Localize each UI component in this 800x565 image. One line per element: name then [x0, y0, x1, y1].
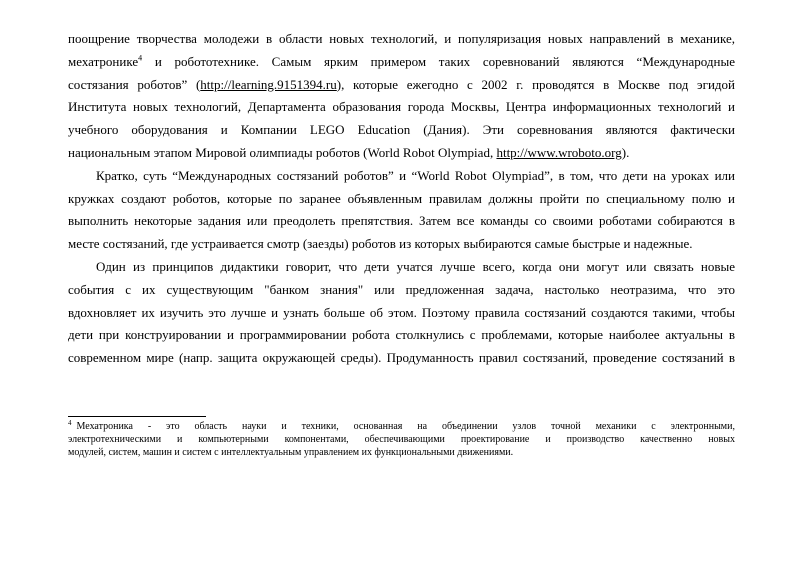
paragraph-3-line-2: события с их существующим "банком знания" или предложенная задача, настолько неотразима, что это — [68, 281, 735, 297]
footnote — [68, 420, 735, 460]
paragraph-2-line-3: выполнить некоторые задания или преодолеть препятствия. Затем все команды со своими роботами собираются в — [68, 213, 735, 229]
text-run: и робототехнике. Самым ярким примером таких соревнований являются “Международные — [142, 53, 735, 69]
footnote-marker: 4 — [68, 418, 72, 427]
footnote-reference[interactable]: 4 — [138, 53, 143, 63]
paragraph-3-line-3: вдохновляет их изучить это лучше и узнать больше об этом. Поэтому правила состязаний создаются такими, чтобы — [68, 304, 735, 320]
paragraph-3-line-4: дети при конструировании и программировании робота столкнулись с проблемами, которые наиболее актуальны в — [68, 327, 735, 343]
text-run: ), которые ежегодно с 2002 г. проводятся в Москве под эгидой — [336, 76, 735, 92]
footnote-line-2: электротехническими и компьютерными компонентами, обеспечивающими проектирование и производство качественно новых — [68, 434, 735, 446]
text-run: мехатронике — [68, 53, 139, 69]
footnote-line-3: модулей, систем, машин и систем с интеллектуальным управлением их функциональными движениями. — [68, 447, 514, 459]
text-run: национальным этапом Мировой олимпиады роботов (World Robot Olympiad, — [68, 144, 497, 160]
footnote-separator — [68, 416, 206, 417]
paragraph-2-line-2: кружках создают роботов, которые по заранее объявленным правилам должны пройти по специальному полю и — [68, 190, 735, 206]
paragraph-1-line-6 — [68, 142, 735, 165]
wroboto-link[interactable]: http://www.wroboto.org — [496, 144, 622, 160]
footnote-line-1 — [68, 420, 735, 433]
text-run: ). — [621, 144, 630, 160]
body-text — [68, 28, 735, 370]
paragraph-2-line-1: Кратко, суть “Международных состязаний роботов” и “World Robot Olympiad”, в том, что дети на уроках или — [96, 167, 735, 183]
paragraph-1-line-2 — [68, 51, 735, 74]
text-run: состязания роботов” ( — [68, 76, 201, 92]
paragraph-1-line-4: Института новых технологий, Департамента образования города Москвы, Центра информационных технологий и — [68, 99, 735, 115]
paragraph-1-line-3 — [68, 74, 735, 97]
paragraph-2-line-4: месте состязаний, где устраивается смотр (заезды) роботов из которых выбираются самые быстрые и надежные. — [68, 236, 693, 252]
paragraph-3-line-5: современном мире (напр. защита окружающей среды). Продуманность правил состязаний, проведение состязаний в — [68, 350, 735, 366]
text-run: Мехатроника - это область науки и техники, основанная на объединении узлов точной механики с электронными, — [76, 421, 735, 432]
paragraph-3-line-1: Один из принципов дидактики говорит, что дети учатся лучше всего, когда они могут или связать новые — [96, 258, 735, 274]
paragraph-1-line-1: поощрение творчества молодежи в области новых технологий, и популяризация новых направлений в механике, — [68, 31, 735, 46]
paragraph-1-line-5: учебного оборудования и Компании LEGO Education (Дания). Эти соревнования являются фактически — [68, 122, 735, 138]
learning-link[interactable]: http://learning.9151394.ru — [200, 76, 337, 92]
